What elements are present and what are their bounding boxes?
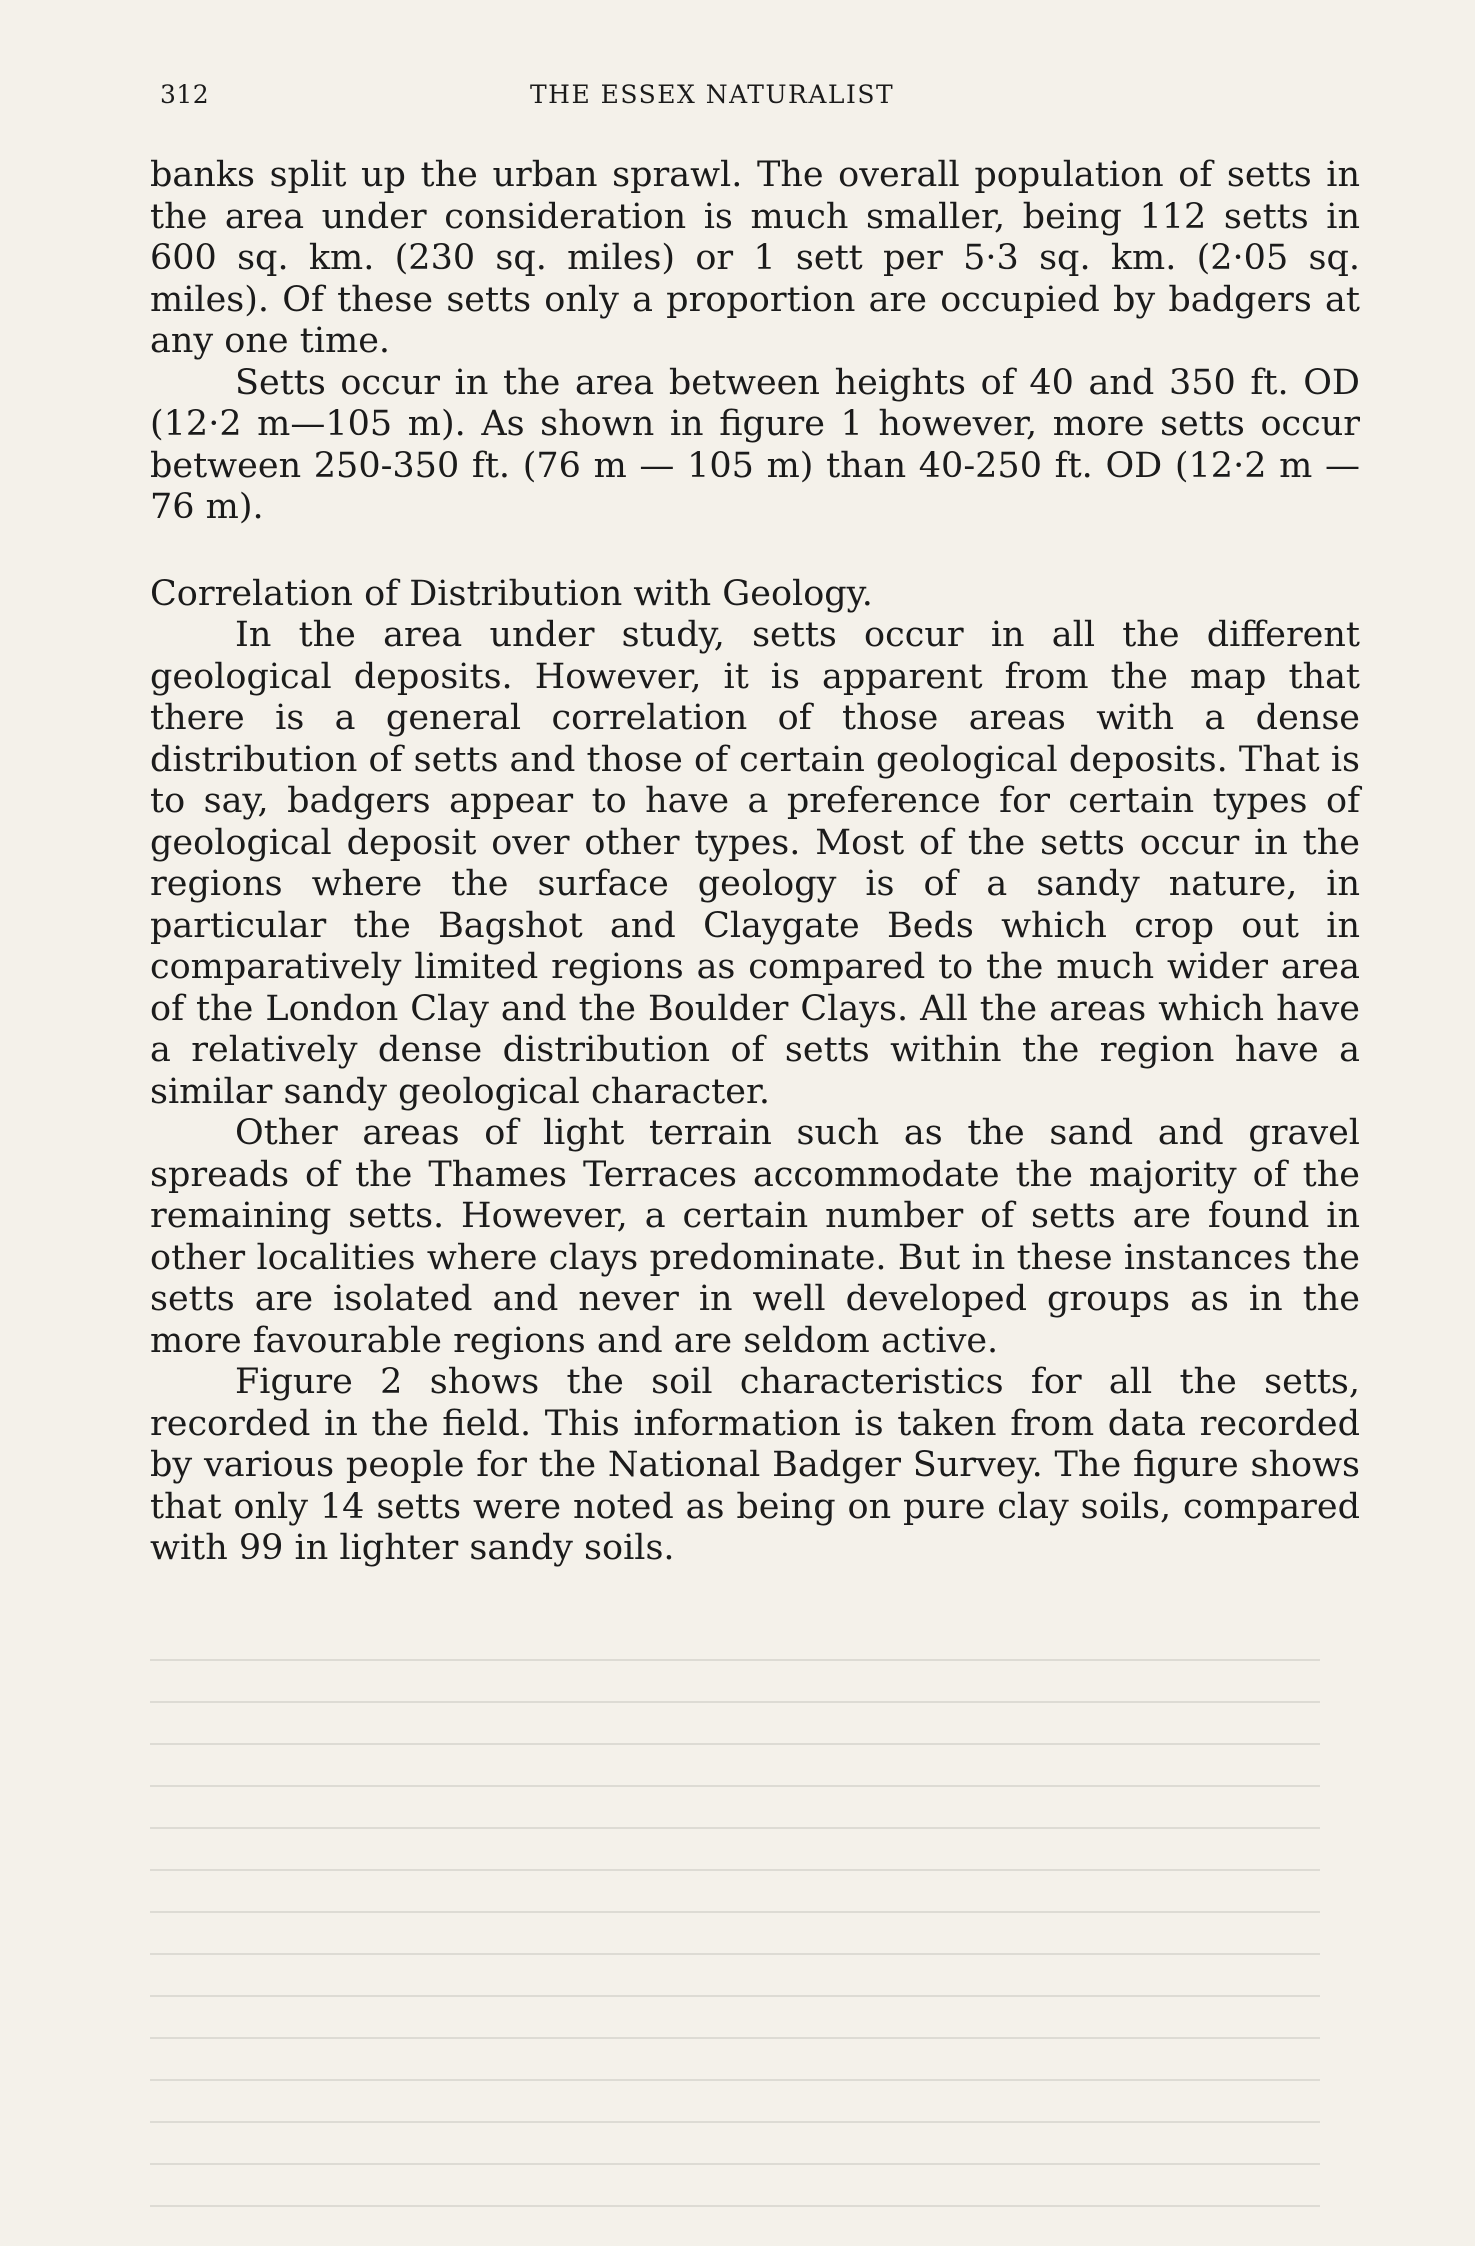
paragraph-soil-characteristics: Figure 2 shows the soil characteristics for all the setts, recorded in the field. This information is taken from data recorded by various people for the National Badger Survey. The figure shows that only 14 setts were noted as being on pure clay soils, compared with 99 in lighter sandy soils. (150, 1362, 1360, 1568)
body-text (150, 155, 1360, 1570)
paragraph-light-terrain: Other areas of light terrain such as the sand and gravel spreads of the Thames Terraces accommodate the majority of the remaining setts. However, a certain number of setts are found in other localities where clays predominate. But in these instances the setts are isolated and never in well developed groups as in the more favourable regions and are seldom active. (150, 1113, 1360, 1361)
page-number: 312 (160, 80, 210, 109)
paragraph-sett-heights: Setts occur in the area between heights of 40 and 350 ft. OD (12·2 m—105 m). As shown in figure 1 however, more setts occur between 250-350 ft. (76 m — 105 m) than 40-250 ft. OD (12·2 m — 76 m). (150, 362, 1360, 527)
running-head (150, 80, 1360, 130)
page (150, 0, 1360, 2246)
paragraph-geological-deposits: In the area under study, setts occur in all the different geological deposits. However, it is apparent from the map that there is a general correlation of those areas with a dense distribution of setts and those of certain geological deposits. That is to say, badgers appear to have a preference for certain types of geological deposit over other types. Most of the setts occur in the regions where the surface geology is of a sandy nature, in particular the Bagshot and Claygate Beds which crop out in comparatively limited regions as compared to the much wider area of the London Clay and the Boulder Clays. All the areas which have a relatively dense distribution of setts within the region have a similar sandy geological character. (150, 615, 1360, 1112)
paragraph-urban-sprawl: banks split up the urban sprawl. The overall population of setts in the area under consideration is much smaller, being 112 setts in 600 sq. km. (230 sq. miles) or 1 sett per 5·3 sq. km. (2·05 sq. miles). Of these setts only a proportion are occupied by badgers at any one time. (150, 155, 1360, 361)
section-heading-geology: Correlation of Distribution with Geology. (150, 573, 873, 614)
journal-title: THE ESSEX NATURALIST (530, 80, 895, 109)
